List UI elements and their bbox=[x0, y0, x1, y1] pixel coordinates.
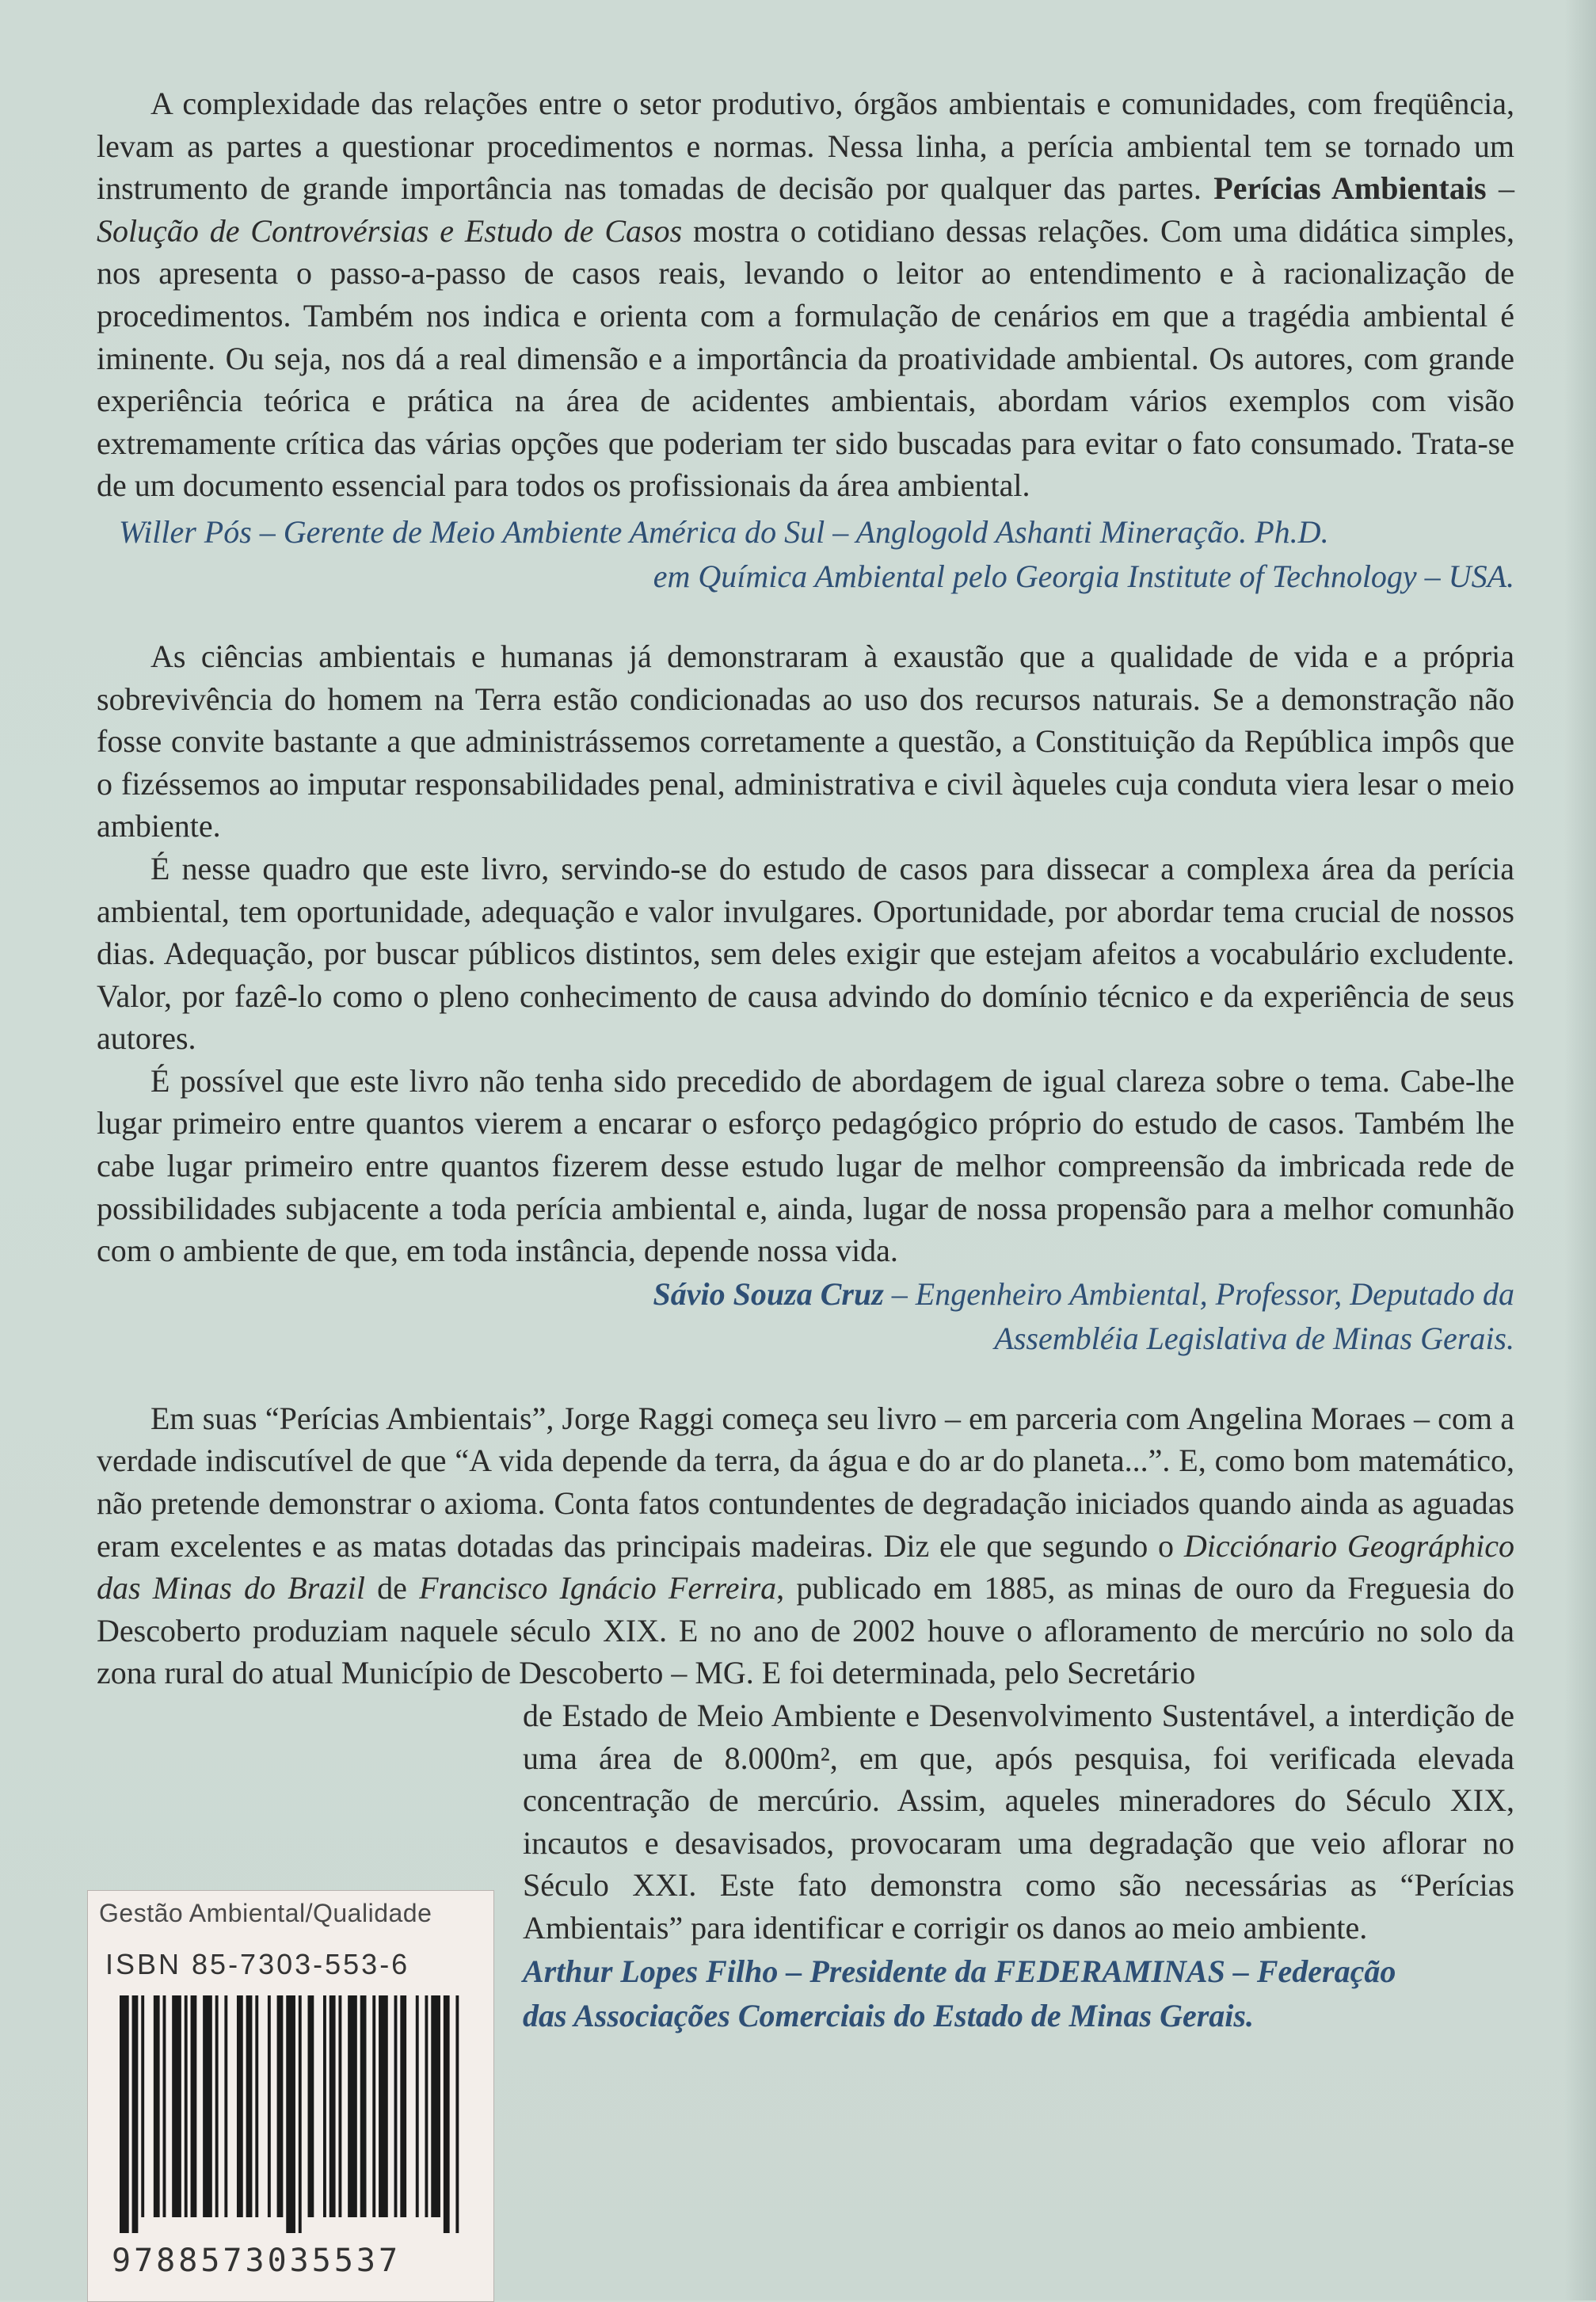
barcode-bar bbox=[154, 1995, 160, 2217]
review-2-paragraph-2: É nesse quadro que este livro, servindo-se do estudo de casos para dissecar a complexa área da perícia ambiental, tem oportunidade, adequação e valor invulgares. Oportunidade, por abordar tema crucial de nossos dias. Adequação, por buscar públicos distintos, sem deles exigir que estejam afeitos a vocabulário excludente. Valor, por fazê-lo como o pleno conhecimento de causa advindo do domínio técnico e da experiência de seus autores. bbox=[97, 850, 1514, 1057]
barcode-bar bbox=[185, 1995, 188, 2217]
book-title: Perícias Ambientais bbox=[1213, 170, 1487, 207]
barcode-bar bbox=[268, 1995, 271, 2217]
category-label: Gestão Ambiental/Qualidade bbox=[99, 1899, 432, 1927]
barcode-bar bbox=[255, 1995, 258, 2217]
barcode-bar bbox=[299, 1995, 302, 2233]
barcode-bar bbox=[191, 1995, 197, 2217]
isbn-barcode-box bbox=[87, 1890, 494, 2302]
barcode-bar bbox=[141, 1995, 144, 2217]
review-3-attribution: Arthur Lopes Filho – Presidente da FEDERAMINAS – Federação das Associações Comerciais do Estado de Minas Gerais. bbox=[523, 1953, 1396, 2033]
review-1-paragraph: A complexidade das relações entre o setor produtivo, órgãos ambientais e comunidades, com freqüência, levam as partes a questionar procedimentos e normas. Nessa linha, a perícia ambiental tem se tornado um instrumento de grande importância nas tomadas de decisão por qualquer das partes. Perícias Ambientais – Solução de Controvérsias e Estudo de Casos mostra o cotidiano dessas relações. Com uma didática simples, nos apresenta o passo-a-passo de casos reais, levando o leitor ao entendimento e à racionalização de procedimentos. Também nos indica e orienta com a formulação de cenários em que a tragédia ambiental é iminente. Ou seja, nos dá a real dimensão e a importância da proatividade ambiental. Os autores, com grande experiência teórica e prática na área de acidentes ambientais, abordam vários exemplos com visão extremamente crítica das várias opções que poderiam ter sido buscadas para evitar o fato consumado. Trata-se de um documento essencial para todos os profissionais da área ambiental. bbox=[97, 86, 1515, 504]
barcode-bar bbox=[237, 1995, 243, 2217]
review-text-column bbox=[97, 82, 1514, 2038]
barcode-bar bbox=[120, 1995, 129, 2233]
barcode-bar bbox=[277, 1995, 284, 2217]
barcode-bar bbox=[163, 1995, 166, 2217]
barcode-bar bbox=[416, 1995, 419, 2217]
barcode-bar bbox=[338, 1995, 341, 2217]
review-2-attribution: Sávio Souza Cruz – Engenheiro Ambiental, Professor, Deputado da Assembléia Legislativa de Minas Gerais. bbox=[653, 1275, 1514, 1356]
barcode-bar bbox=[348, 1995, 357, 2217]
barcode-bar bbox=[132, 1995, 139, 2233]
review-1-attribution: Willer Pós – Gerente de Meio Ambiente América do Sul – Anglogold Ashanti Mineração. Ph.D. em Química Ambiental pelo Georgia Institute of Technology – USA. bbox=[119, 513, 1514, 594]
barcode-bar bbox=[286, 1995, 295, 2233]
barcode-bar bbox=[372, 1995, 375, 2217]
barcode-bar bbox=[323, 1995, 326, 2217]
barcode-bar bbox=[224, 1995, 227, 2217]
barcode-bar bbox=[444, 1995, 450, 2233]
barcode-bar bbox=[431, 1995, 440, 2217]
review-2-paragraph-3: É possível que este livro não tenha sido precedido de abordagem de igual clareza sobre o tema. Cabe-lhe lugar primeiro entre quantos vierem a encarar o esforço pedagógico próprio do estudo de casos. Também lhe cabe lugar primeiro entre quantos fizerem desse estudo lugar de melhor compreensão da imbricada rede de possibilidades subjacente a toda perícia ambiental e, ainda, lugar de nossa propensão para a melhor comunhão com o ambiente de que, em toda instância, depende nossa vida. bbox=[97, 1062, 1514, 1269]
barcode-bar bbox=[379, 1995, 388, 2217]
barcode-bar bbox=[329, 1995, 336, 2217]
review-2-paragraph-1: As ciências ambientais e humanas já demonstraram à exaustão que a qualidade de vida e a própria sobrevivência do homem na Terra estão condicionadas ao uso dos recursos naturais. Se a demonstração não fosse convite bastante a que administrássemos corretamente a questão, a Constituição da República impôs que o fizéssemos ao imputar responsabilidades penal, administrativa e civil àqueles cuja conduta viera lesar o meio ambiente. bbox=[97, 638, 1514, 844]
barcode-bar bbox=[425, 1995, 428, 2217]
cited-book: Dicciónario Geográphico das Minas do Brazil bbox=[97, 1527, 1514, 1606]
book-subtitle: Solução de Controvérsias e Estudo de Casos bbox=[97, 212, 683, 249]
barcode-bar bbox=[246, 1995, 253, 2217]
cited-author: Francisco Ignácio Ferreira bbox=[419, 1570, 777, 1606]
reviewer-name: Arthur Lopes Filho bbox=[523, 1953, 779, 1989]
barcode-bar bbox=[400, 1995, 406, 2217]
page-edge-shadow bbox=[1564, 0, 1596, 2300]
reviewer-name: Willer Pós bbox=[119, 513, 252, 550]
barcode-bar bbox=[172, 1995, 181, 2217]
reviewer-name: Sávio Souza Cruz bbox=[653, 1275, 884, 1312]
barcode-bar bbox=[455, 1995, 459, 2233]
ean-number: 9788573035537 bbox=[112, 2243, 402, 2279]
barcode-bar bbox=[394, 1995, 398, 2217]
barcode-bar bbox=[203, 1995, 212, 2217]
review-3-paragraph-continued: de Estado de Meio Ambiente e Desenvolvimento Sustentável, a interdição de uma área de 8.000m², em que, após pesquisa, foi verificada elevada concentração de mercúrio. Assim, aqueles mineradores do Século XIX, incautos e desavisados, provocaram uma degradação que veio aflorar no Século XXI. Este fato demonstra como são necessárias as “Perícias Ambientais” para identificar e corrigir os danos ao meio ambiente. bbox=[523, 1698, 1514, 1946]
barcode-bar bbox=[215, 1995, 219, 2217]
review-3-paragraph: Em suas “Perícias Ambientais”, Jorge Raggi começa seu livro – em parceria com Angelina Moraes – com a verdade indiscutível de que “A vida depende da terra, da água e do ar do planeta...”. E, como bom matemático, não pretende demonstrar o axioma. Conta fatos contundentes de degradação iniciados quando ainda as aguadas eram excelentes e as matas dotadas das principais madeiras. Diz ele que segundo o Dicciónario Geográphico das Minas do Brazil de Francisco Ignácio Ferreira, publicado em 1885, as minas de ouro da Freguesia do Descoberto produziam naquele século XIX. E no ano de 2002 houve o afloramento de mercúrio no solo da zona rural do atual Município de Descoberto – MG. E foi determinada, pelo Secretário bbox=[97, 1400, 1514, 1691]
barcode-icon bbox=[120, 1995, 468, 2233]
isbn-number: ISBN 85-7303-553-6 bbox=[105, 1948, 410, 1980]
barcode-bar bbox=[308, 1995, 314, 2217]
barcode-bar bbox=[360, 1995, 367, 2217]
